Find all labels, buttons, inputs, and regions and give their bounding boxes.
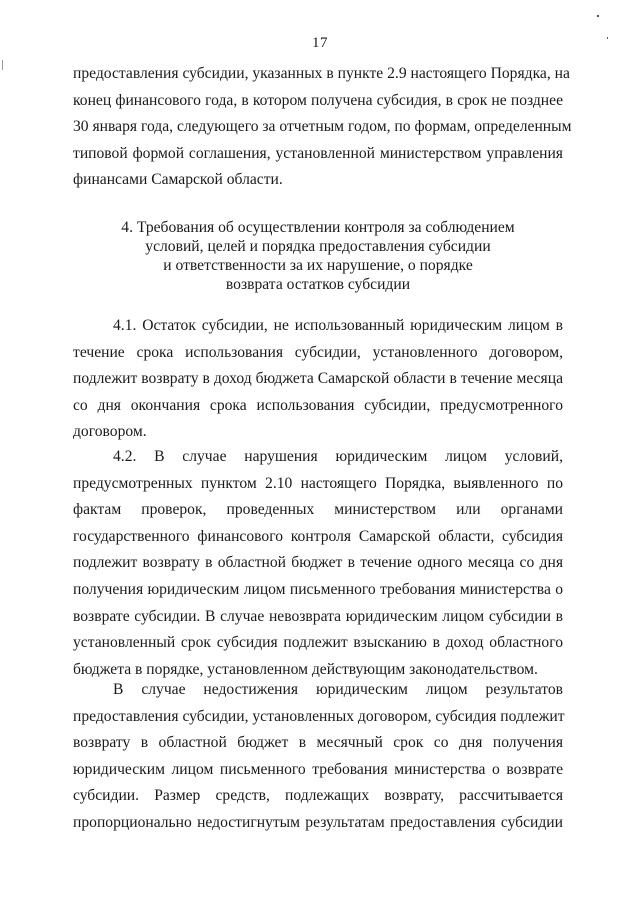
text-line: договором. <box>73 423 147 441</box>
text-line: течение срока использования субсидии, установленного договором, <box>73 343 563 361</box>
text-line: субсидии. Размер средств, подлежащих возврату, рассчитывается <box>73 787 563 805</box>
heading-line: и ответственности за их нарушение, о порядке <box>163 257 473 274</box>
heading-line: 4. Требования об осуществлении контроля за соблюдением <box>121 219 515 236</box>
text-line: получения юридическим лицом письменного требования министерства о <box>73 580 563 598</box>
page-number: 17 <box>312 35 328 51</box>
text-line: со дня окончания срока использования субсидии, предусмотренного <box>73 396 563 414</box>
text-line: конец финансового года, в котором получена субсидия, в срок не позднее <box>73 91 563 109</box>
text-line: возврате субсидии. В случае невозврата юридическим лицом субсидии в <box>73 607 563 625</box>
text-line: государственного финансового контроля Самарской области, субсидия <box>73 527 563 545</box>
text-line: 4.2. В случае нарушения юридическим лицом условий, <box>113 448 563 465</box>
text-line: подлежит возврату в доход бюджета Самарской области в течение месяца <box>73 370 563 388</box>
text-line: финансами Самарской области. <box>73 171 283 189</box>
text-line: подлежит возврату в областной бюджет в течение одного месяца со дня <box>73 554 563 572</box>
heading-line: условий, целей и порядка предоставления субсидии <box>145 238 491 255</box>
text-line: 30 января года, следующего за отчетным годом, по формам, определенным <box>73 118 572 136</box>
paragraph-4-1 <box>73 313 563 446</box>
text-line: предоставления субсидии, указанных в пункте 2.9 настоящего Порядка, на <box>73 65 570 82</box>
text-line: бюджета в порядке, установленном действующим законодательством. <box>73 660 538 678</box>
text-line: возврату в областной бюджет в месячный срок со дня получения <box>73 734 563 752</box>
text-line: предоставления субсидии, установленных договором, субсидия подлежит <box>73 707 565 725</box>
heading-line: возврата остатков субсидии <box>225 276 411 293</box>
paragraph-undelivered-results <box>73 677 563 837</box>
text-line: предусмотренных пунктом 2.10 настоящего Порядка, выявленного по <box>73 474 563 492</box>
section-heading <box>73 218 563 294</box>
text-line: установленный срок субсидия подлежит взысканию в доход областного <box>73 634 563 652</box>
paragraph-4-2 <box>73 444 563 683</box>
text-line: В случае недостижения юридическим лицом результатов <box>113 681 563 698</box>
text-line: 4.1. Остаток субсидии, не использованный юридическим лицом в <box>113 317 563 334</box>
text-line: фактам проверок, проведенных министерством или органами <box>73 501 563 519</box>
scan-speck <box>607 37 608 39</box>
paragraph-continuation <box>73 61 572 194</box>
text-line: типовой формой соглашения, установленной министерством управления <box>73 144 563 162</box>
text-line: пропорционально недостигнутым результатам предоставления субсидии <box>73 813 563 831</box>
scan-edge-mark <box>2 60 3 70</box>
text-line: юридическим лицом письменного требования министерства о возврате <box>73 760 563 778</box>
scan-speck <box>597 15 599 17</box>
